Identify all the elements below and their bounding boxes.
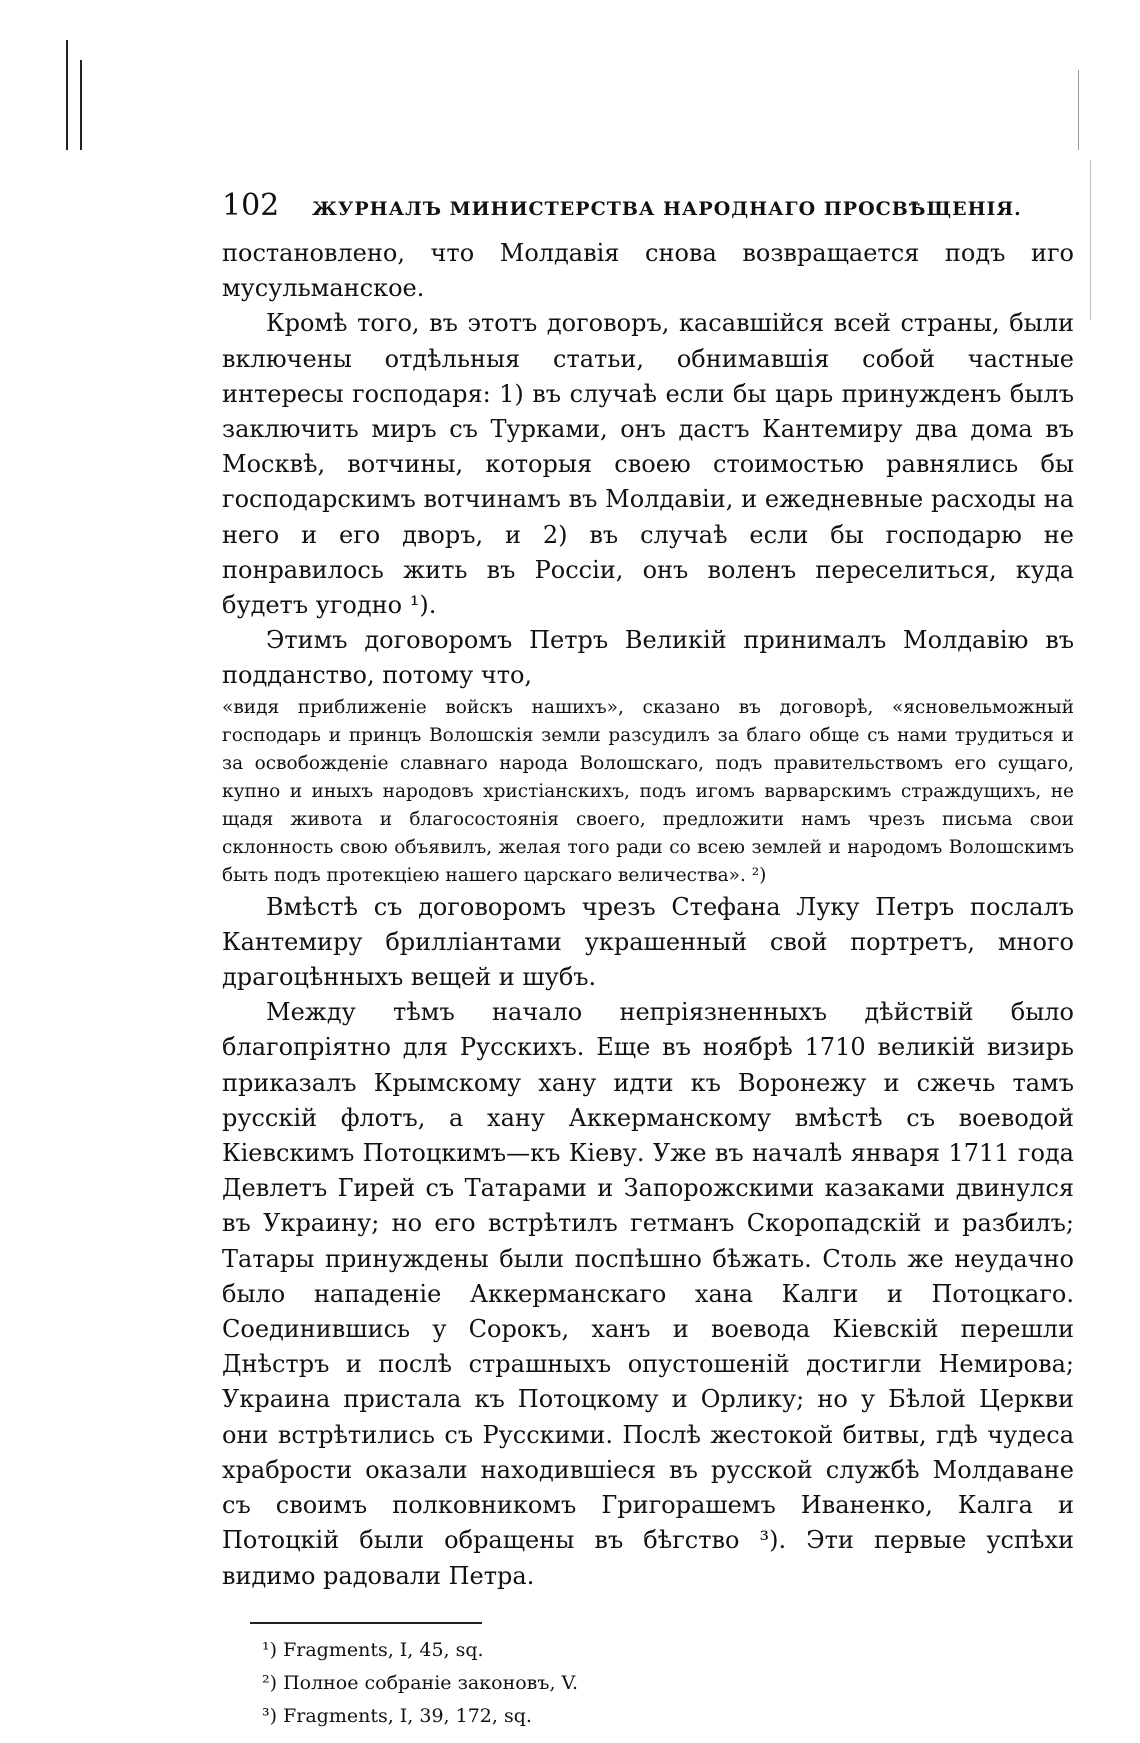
scan-edge-line (80, 60, 82, 150)
scan-edge-line (1078, 70, 1079, 150)
paragraph: Вмѣстѣ съ договоромъ чрезъ Стефана Луку Петръ послалъ Кантемиру брилліантами украшенный свой портретъ, много драгоцѣнныхъ вещей и шубъ. (222, 892, 1074, 992)
paragraph: Кромѣ того, въ этотъ договоръ, касавшійся всей страны, были включены отдѣльныя статьи, обнимавшія собой частные интересы господаря: 1) въ случаѣ если бы царь принужденъ былъ заключить миръ съ Турками, онъ дастъ Кантемиру два дома въ Москвѣ, вотчины, которыя своею стоимостью равнялись бы господарскимъ вотчинамъ въ Молдавіи, и ежедневные расходы на него и его дворъ, и 2) въ случаѣ если бы господарю не понравилось жить въ Россіи, онъ воленъ переселиться, куда будетъ угодно ¹). (222, 309, 1074, 620)
scan-edge-line (66, 40, 68, 150)
footnote-rule (250, 1622, 482, 1624)
page-header (222, 188, 1074, 236)
paragraph: Этимъ договоромъ Петръ Великій принималъ Молдавію въ подданство, потому что, (222, 626, 1074, 690)
scan-edge-line (1090, 160, 1091, 320)
treaty-quote: «видя приближеніе войскъ нашихъ», сказано въ договорѣ, «ясновельможный господарь и принцъ Волошскія земли разсудилъ за благо обще съ нами трудиться и за освобожденіе славнаго народа Волошскаго, подъ правительствомъ его сущаго, купно и иныхъ народовъ христіанскихъ, подъ игомъ варварскимъ страждущихъ, не щадя живота и благосостоянія своего, предложити намъ чрезъ письма свои склонность свою объявилъ, желая того ради со всею землей и народомъ Волошскимъ быть подъ протекціею нашего царскаго величества». ²) (222, 696, 1074, 886)
footnote: ²) Полное собраніе законовъ, V. (262, 1671, 578, 1694)
page-number: 102 (222, 188, 280, 223)
footnote: ¹) Fragments, I, 45, sq. (262, 1638, 484, 1661)
paragraph-continued: постановлено, что Молдавія снова возвращается подъ иго мусульманское. (222, 239, 1074, 303)
book-page (222, 188, 1074, 1733)
footnote: ³) Fragments, I, 39, 172, sq. (262, 1704, 532, 1727)
paragraph: Между тѣмъ начало непріязненныхъ дѣйствій было благопріятно для Русскихъ. Еще въ ноябрѣ 1710 великій визирь приказалъ Крымскому хану идти къ Воронежу и сжечь тамъ русскій флотъ, а хану Аккерманскому вмѣстѣ съ воеводой Кіевскимъ Потоцкимъ—къ Кіеву. Уже въ началѣ января 1711 года Девлетъ Гирей съ Татарами и Запорожскими казаками двинулся въ Украину; но его встрѣтилъ гетманъ Скоропадскій и разбилъ; Татары принуждены были поспѣшно бѣжать. Столь же неудачно было нападеніе Аккерманскаго хана Калги и Потоцкаго. Соединившись у Сорокъ, ханъ и воевода Кіевскій перешли Днѣстръ и послѣ страшныхъ опустошеній достигли Немирова; Украина пристала къ Потоцкому и Орлику; но у Бѣлой Церкви они встрѣтились съ Русскими. Послѣ жестокой битвы, гдѣ чудеса храбрости оказали находившіеся въ русской службѣ Молдаване съ своимъ полковникомъ Григорашемъ Иваненко, Калга и Потоцкій были обращены въ бѣгство ³). Эти первые успѣхи видимо радовали Петра. (222, 998, 1074, 1590)
running-title: ЖУРНАЛЪ МИНИСТЕРСТВА НАРОДНАГО ПРОСВѢЩЕНІЯ. (312, 198, 1022, 220)
